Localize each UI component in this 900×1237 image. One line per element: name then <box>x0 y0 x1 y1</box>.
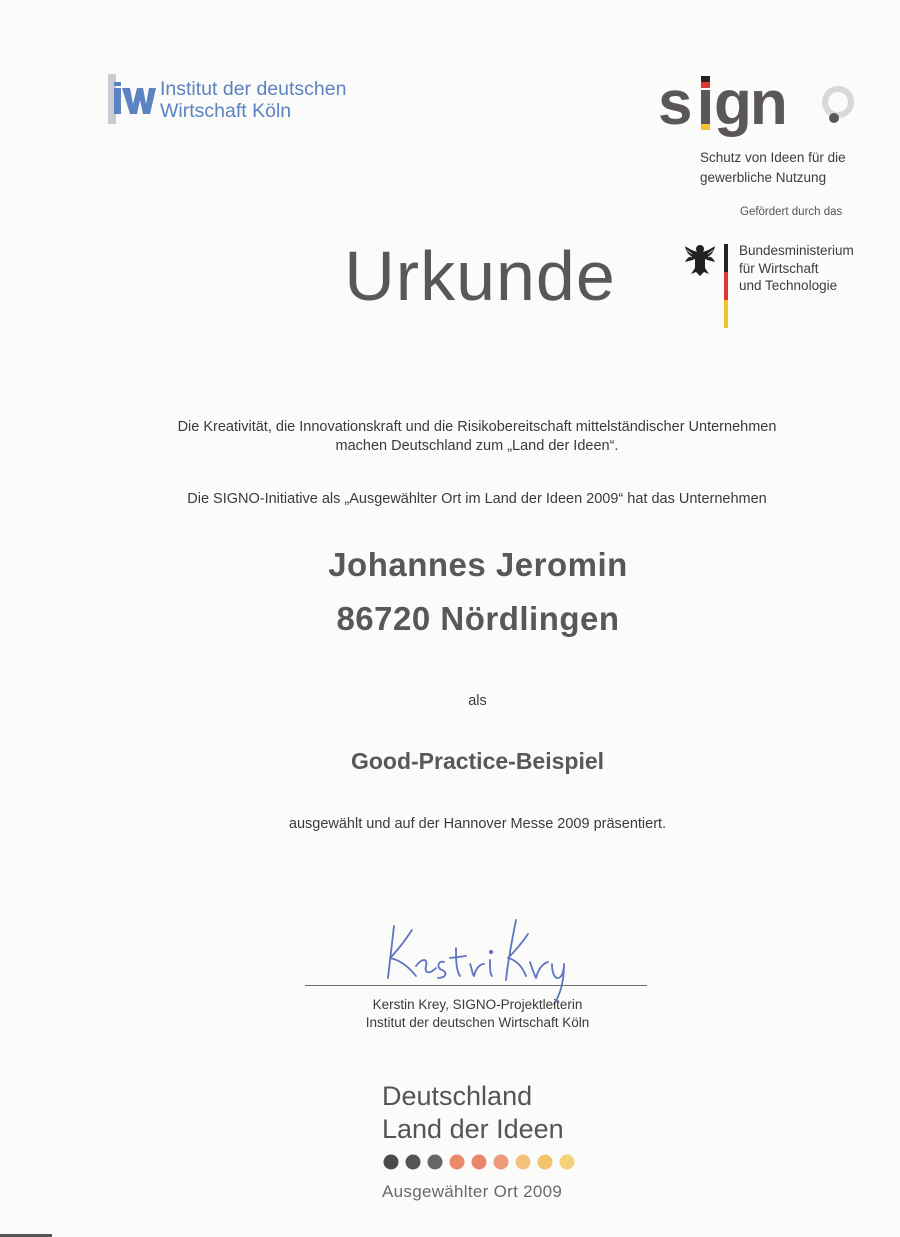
signer-name: Kerstin Krey, SIGNO-Projektleiterin <box>372 997 583 1012</box>
signo-tagline-line-1: Schutz von Ideen für die <box>700 150 846 165</box>
signo-logo <box>656 72 856 144</box>
land-der-ideen-logo <box>382 1080 622 1210</box>
svg-text:gn: gn <box>714 72 786 138</box>
signer-institution: Institut der deutschen Wirtschaft Köln <box>365 1015 590 1030</box>
bmwi-line-1: Bundesministerium <box>739 243 854 258</box>
flower-dots-icon <box>382 1152 582 1172</box>
signer-block <box>0 996 900 1032</box>
land-der-ideen-subtitle: Ausgewählter Ort 2009 <box>382 1182 563 1201</box>
iw-logo-text <box>160 78 346 122</box>
company-name: Johannes Jeromin <box>328 546 628 583</box>
funded-by-label: Gefördert durch das <box>740 206 843 218</box>
certificate-title: Urkunde <box>344 237 616 315</box>
signo-tagline-line-2: gewerbliche Nutzung <box>700 170 827 185</box>
company-city: 86720 Nördlingen <box>336 600 620 637</box>
land-der-ideen-title <box>382 1080 564 1146</box>
bmwi-line-2: für Wirtschaft <box>739 260 819 276</box>
land-der-ideen-line-1: Deutschland <box>382 1081 533 1111</box>
iw-logo-line-2: Wirtschaft Köln <box>160 100 292 122</box>
intro-line-1: Die Kreativität, die Innovationskraft und die Risikobereitschaft mittelständischer Unternehmen <box>177 419 777 435</box>
bmwi-line-3: und Technologie <box>739 278 838 293</box>
intro-line-2: machen Deutschland zum „Land der Ideen“. <box>335 438 619 454</box>
intro-text <box>0 418 900 456</box>
iw-logo-mark-icon <box>108 74 156 124</box>
signature-line <box>305 985 647 986</box>
iw-logo-line-1: Institut der deutschen <box>160 78 347 100</box>
initiative-text: Die SIGNO-Initiative als „Ausgewählter Ort im Land der Ideen 2009“ hat das Unternehmen <box>187 491 767 507</box>
award-title: Good-Practice-Beispiel <box>350 748 605 774</box>
land-der-ideen-line-2: Land der Ideen <box>382 1114 564 1144</box>
handwritten-signature <box>372 908 572 1008</box>
presented-text: ausgewählt und auf der Hannover Messe 2009 präsentiert. <box>288 816 667 832</box>
svg-text:s: s <box>658 72 691 138</box>
als-text: als <box>468 693 487 709</box>
iw-koeln-logo <box>108 66 378 134</box>
signo-tagline <box>700 148 846 188</box>
